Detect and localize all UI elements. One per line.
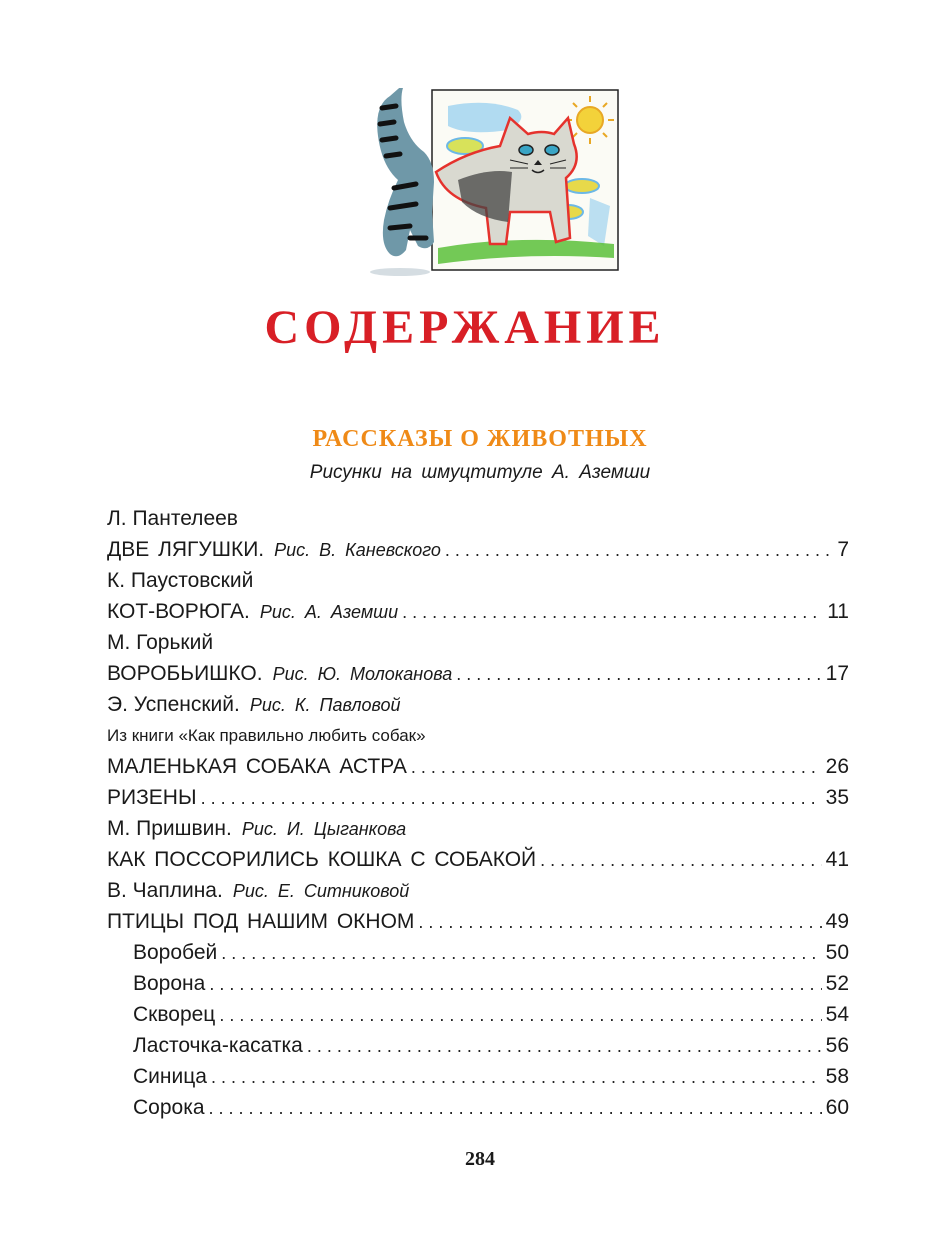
- page-ref: 41: [825, 848, 849, 871]
- entry-title: КОТ-ВОРЮГА.: [107, 600, 250, 623]
- toc-author: Л. Пантелеев: [107, 507, 238, 530]
- toc-subentry[interactable]: [107, 1061, 849, 1092]
- entry-illustrator: Рис. А. Аземши: [259, 602, 399, 622]
- toc-author: М. Пришвин. Рис. И. Цыганкова: [107, 817, 407, 840]
- toc-entry[interactable]: [107, 782, 849, 813]
- page-ref: 35: [825, 786, 849, 809]
- entry-title: МАЛЕНЬКАЯ СОБАКА АСТРА: [107, 755, 407, 778]
- toc-entry[interactable]: [107, 596, 849, 627]
- page-ref: 49: [825, 910, 849, 933]
- subentry-title: Воробей: [133, 941, 218, 964]
- dot-leader: [418, 907, 821, 938]
- entry-title: ДВЕ ЛЯГУШКИ.: [107, 538, 265, 561]
- dot-leader: [211, 1062, 822, 1093]
- cat-illustration: [360, 88, 620, 278]
- dot-leader: [456, 659, 821, 690]
- toc-entry[interactable]: [107, 658, 849, 689]
- subentry-title: Сорока: [133, 1096, 205, 1119]
- toc-entry[interactable]: [107, 534, 849, 565]
- page-ref: 54: [825, 1003, 849, 1026]
- page-ref: 17: [825, 662, 849, 685]
- subentry-title: Ворона: [133, 972, 206, 995]
- toc-subentry[interactable]: [107, 1092, 849, 1123]
- dot-leader: [445, 535, 833, 566]
- toc-subentry[interactable]: [107, 937, 849, 968]
- entry-illustrator: Рис. В. Каневского: [274, 540, 441, 560]
- toc-subentry[interactable]: [107, 968, 849, 999]
- toc-author: В. Чаплина. Рис. Е. Ситниковой: [107, 879, 410, 902]
- toc-subentry[interactable]: [107, 999, 849, 1030]
- entry-title: КАК ПОССОРИЛИСЬ КОШКА С СОБАКОЙ: [107, 848, 537, 871]
- toc-subentry[interactable]: [107, 1030, 849, 1061]
- dot-leader: [219, 1000, 821, 1031]
- toc-book-note: Из книги «Как правильно любить собак»: [107, 726, 426, 745]
- section-subtitle: Рисунки на шмуцтитуле А. Аземши: [309, 462, 651, 483]
- dot-leader: [209, 1093, 822, 1124]
- dot-leader: [201, 783, 822, 814]
- toc-entry[interactable]: [107, 751, 849, 782]
- dot-leader: [221, 938, 821, 969]
- toc-author: М. Горький: [107, 631, 214, 654]
- page-ref: 56: [825, 1034, 849, 1057]
- page-number: 284: [465, 1148, 495, 1170]
- dot-leader: [209, 969, 821, 1000]
- entry-illustrator: Рис. Ю. Молоканова: [272, 664, 453, 684]
- entry-title: РИЗЕНЫ: [107, 786, 197, 809]
- toc-entry[interactable]: [107, 906, 849, 937]
- page-ref: 58: [825, 1065, 849, 1088]
- author-illustrator: Рис. И. Цыганкова: [241, 819, 407, 839]
- page-ref: 7: [837, 538, 849, 561]
- author-illustrator: Рис. К. Павловой: [249, 695, 401, 715]
- cat-with-drawing-icon: [360, 88, 620, 278]
- page-ref: 52: [825, 972, 849, 995]
- toc-author: Э. Успенский. Рис. К. Павловой: [107, 693, 401, 716]
- entry-title: ПТИЦЫ ПОД НАШИМ ОКНОМ: [107, 910, 415, 933]
- dot-leader: [411, 752, 822, 783]
- entry-title: ВОРОБЬИШКО.: [107, 662, 263, 685]
- subentry-title: Ласточка-касатка: [133, 1034, 303, 1057]
- dot-leader: [540, 845, 822, 876]
- author-illustrator: Рис. Е. Ситниковой: [232, 881, 410, 901]
- page-title: СОДЕРЖАНИЕ: [264, 301, 666, 354]
- subentry-title: Скворец: [133, 1003, 216, 1026]
- subentry-title: Синица: [133, 1065, 207, 1088]
- dot-leader: [402, 597, 823, 628]
- page-ref: 60: [825, 1096, 849, 1119]
- page-ref: 26: [825, 755, 849, 778]
- page-ref: 11: [827, 600, 849, 623]
- toc-author: К. Паустовский: [107, 569, 254, 592]
- page-ref: 50: [825, 941, 849, 964]
- toc-entry[interactable]: [107, 844, 849, 875]
- table-of-contents: [107, 503, 849, 1123]
- dot-leader: [307, 1031, 822, 1062]
- section-title: РАССКАЗЫ О ЖИВОТНЫХ: [312, 426, 648, 452]
